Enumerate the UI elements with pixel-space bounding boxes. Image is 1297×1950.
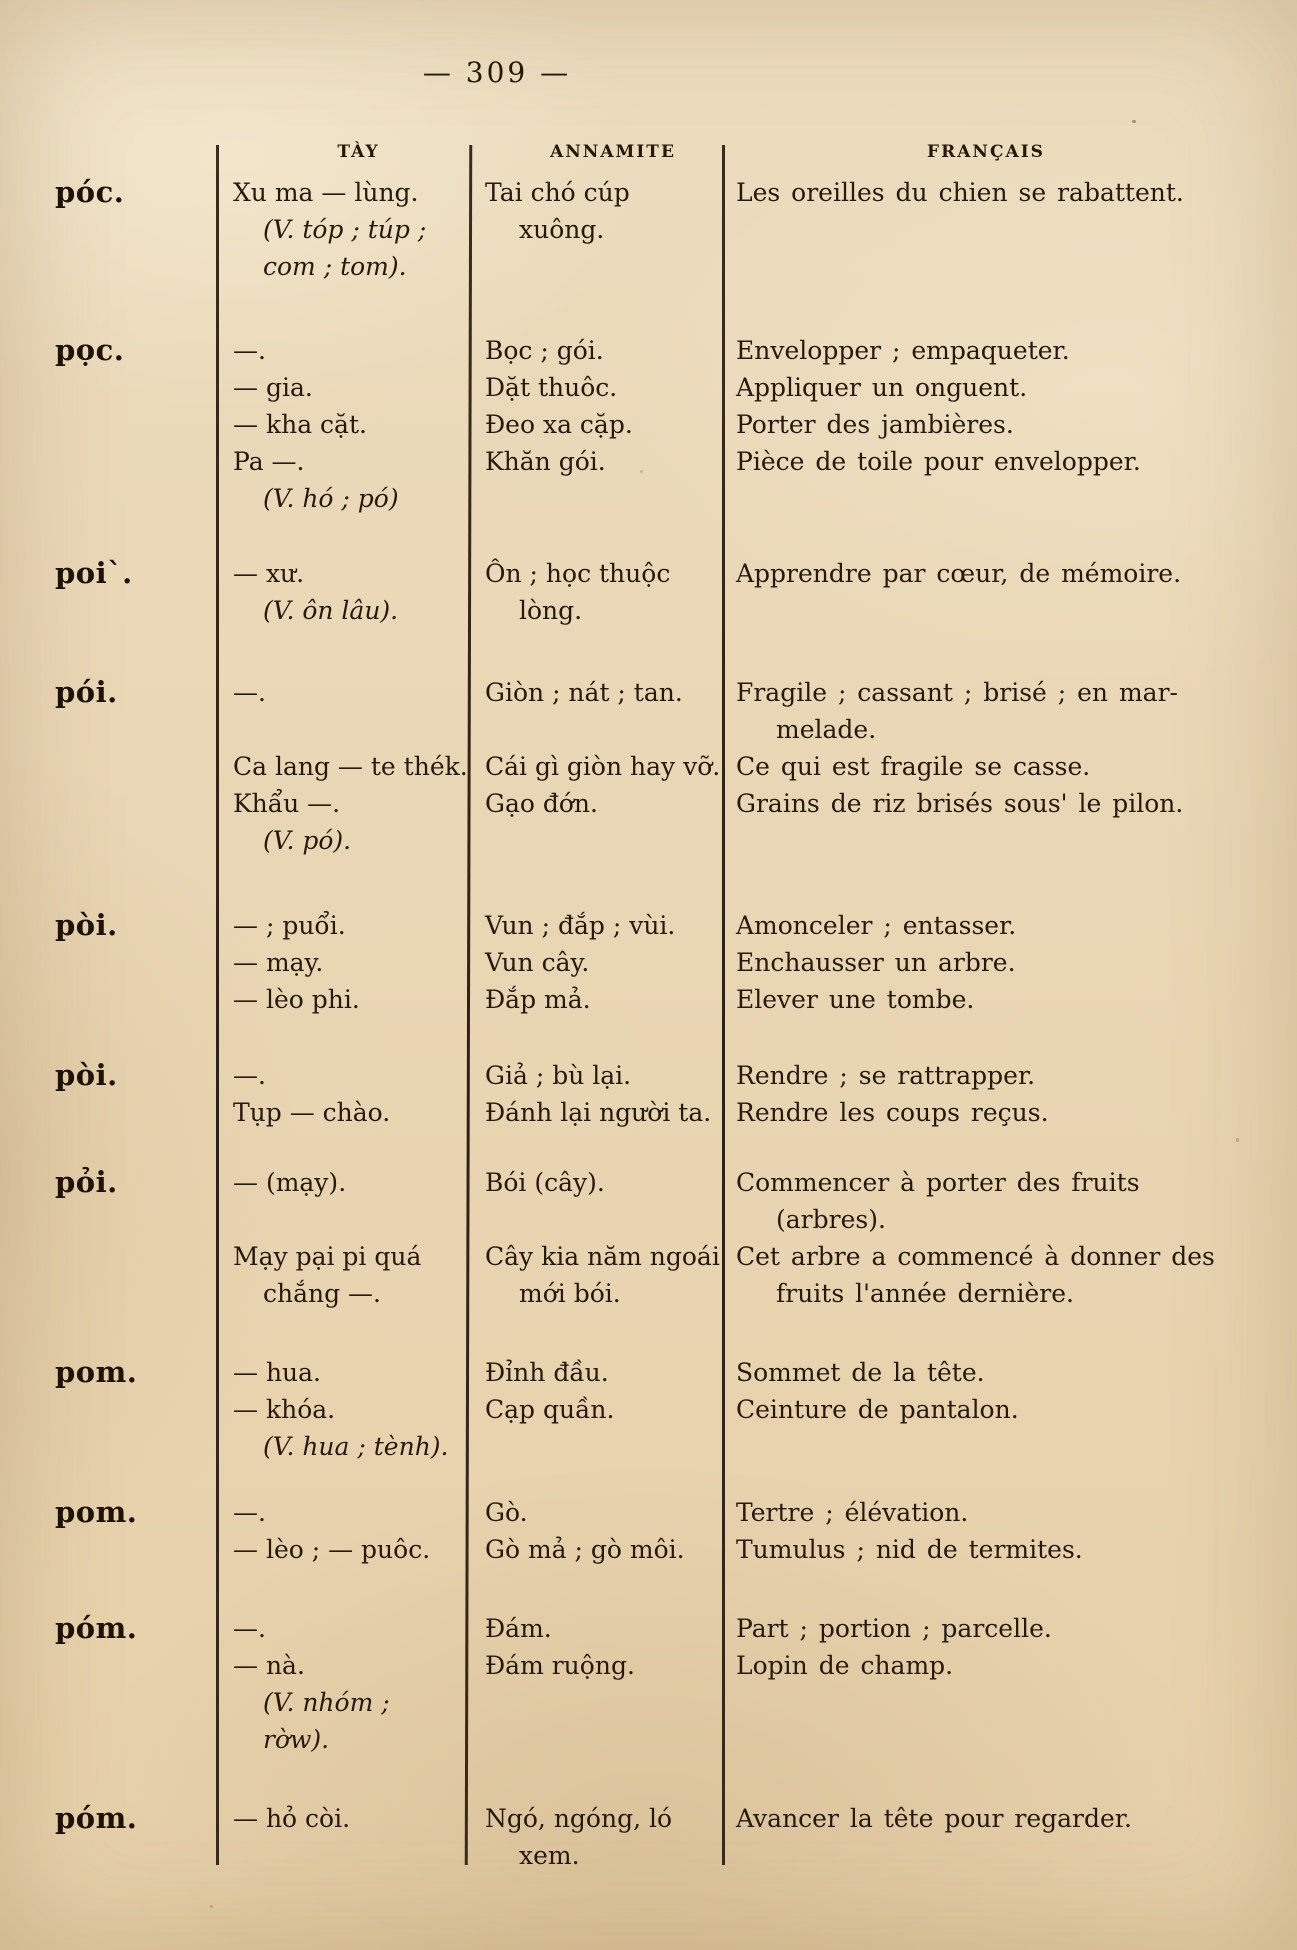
annamite-cell: xuông. xyxy=(519,215,605,244)
headword: póc. xyxy=(55,175,125,209)
annamite-cell: Gạo đớn. xyxy=(485,789,598,818)
annamite-cell: Cây kia năm ngoái xyxy=(485,1242,720,1271)
headword xyxy=(0,1275,217,1312)
entry-line xyxy=(0,1238,1297,1275)
tay-cell: —. xyxy=(233,678,266,707)
annamite-cell: Đám ruộng. xyxy=(485,1651,635,1680)
francais-cell xyxy=(724,1684,1297,1721)
francais-cell: Elever une tombe. xyxy=(736,985,975,1014)
annamite-cell xyxy=(468,1201,724,1238)
tay-cell: — xư. xyxy=(233,559,305,588)
entry-line xyxy=(0,1201,1297,1238)
dictionary-entry xyxy=(0,1164,1297,1312)
headword xyxy=(0,1238,217,1275)
entry-line xyxy=(0,211,1297,248)
francais-cell: Amonceler ; entasser. xyxy=(736,911,1017,940)
dictionary-entry xyxy=(0,555,1297,629)
headword: pọc. xyxy=(55,333,125,367)
francais-cell: Fragile ; cassant ; brisé ; en mar- xyxy=(736,678,1178,707)
annamite-cell: Ôn ; học thuộc xyxy=(485,559,671,588)
francais-cell: Apprendre par cœur, de mémoire. xyxy=(736,559,1182,588)
annamite-cell: Bọc ; gói. xyxy=(485,336,604,365)
annamite-cell: Ngó, ngóng, ló xyxy=(485,1804,673,1833)
tay-cell: (V. nhóm ; xyxy=(263,1688,390,1717)
annamite-cell xyxy=(468,1684,724,1721)
entry-line xyxy=(0,1610,1297,1647)
tay-cell: —. xyxy=(233,1498,266,1527)
annamite-cell: mới bói. xyxy=(519,1279,621,1308)
tay-cell: chắng —. xyxy=(263,1279,382,1308)
francais-cell xyxy=(724,822,1297,859)
headword xyxy=(0,592,217,629)
headword: póm. xyxy=(55,1801,138,1835)
tay-cell: — ; puổi. xyxy=(233,911,346,940)
tay-cell: — lèo phi. xyxy=(233,985,360,1014)
francais-cell xyxy=(724,1721,1297,1758)
francais-cell xyxy=(724,211,1297,248)
francais-cell: (arbres). xyxy=(776,1205,886,1234)
annamite-cell xyxy=(468,711,724,748)
tay-cell: —. xyxy=(233,1061,266,1090)
francais-cell: Rendre ; se rattrapper. xyxy=(736,1061,1036,1090)
tay-cell xyxy=(217,1201,468,1238)
francais-cell: Appliquer un onguent. xyxy=(736,373,1028,402)
francais-cell: Les oreilles du chien se rabattent. xyxy=(736,178,1184,207)
tay-cell: Mạy pại pi quá xyxy=(233,1242,422,1271)
annamite-cell: Đám. xyxy=(485,1614,552,1643)
entry-line xyxy=(0,1531,1297,1568)
francais-cell: Tertre ; élévation. xyxy=(736,1498,969,1527)
francais-cell xyxy=(724,1428,1297,1465)
francais-cell: Envelopper ; empaqueter. xyxy=(736,336,1070,365)
entry-line xyxy=(0,1428,1297,1465)
entry-line xyxy=(0,1354,1297,1391)
francais-cell: Tumulus ; nid de termites. xyxy=(736,1535,1083,1564)
headword: pói. xyxy=(55,675,118,709)
dictionary-entry xyxy=(0,1800,1297,1874)
headword xyxy=(0,785,217,822)
tay-cell: (V. tóp ; túp ; xyxy=(263,215,427,244)
annamite-cell: Đeo xa cặp. xyxy=(485,410,633,439)
tay-cell: Khẩu —. xyxy=(233,789,341,818)
annamite-cell: xem. xyxy=(519,1841,580,1870)
tay-cell: — khóa. xyxy=(233,1395,336,1424)
annamite-cell: Bói (cây). xyxy=(485,1168,605,1197)
tay-cell: — (mạy). xyxy=(233,1168,347,1197)
dictionary-entry xyxy=(0,1057,1297,1131)
dictionary-entry xyxy=(0,907,1297,1018)
tay-cell: Xu ma — lùng. xyxy=(233,178,419,207)
tay-cell: Ca lang — te thék. xyxy=(233,752,468,781)
paper-speck xyxy=(210,1905,213,1908)
dictionary-entry xyxy=(0,332,1297,517)
annamite-cell: lòng. xyxy=(519,596,583,625)
tay-cell: com ; tom). xyxy=(263,252,407,281)
annamite-cell: Đánh lại người ta. xyxy=(485,1098,712,1127)
entry-line xyxy=(0,1721,1297,1758)
tay-cell: Pa —. xyxy=(233,447,305,476)
entry-line xyxy=(0,592,1297,629)
entry-line xyxy=(0,1684,1297,1721)
entry-line xyxy=(0,1647,1297,1684)
annamite-cell xyxy=(468,1721,724,1758)
headword: poiˋ. xyxy=(55,556,133,590)
headword xyxy=(0,981,217,1018)
francais-cell: Cet arbre a commencé à donner des xyxy=(736,1242,1215,1271)
tay-cell: (V. ôn lâu). xyxy=(263,596,399,625)
headword: pòi. xyxy=(55,1058,118,1092)
headword xyxy=(0,248,217,285)
annamite-cell: Đắp mả. xyxy=(485,985,591,1014)
entry-line xyxy=(0,1837,1297,1874)
headword xyxy=(0,748,217,785)
entry-line xyxy=(0,555,1297,592)
paper-speck xyxy=(1132,120,1136,123)
headword: pỏi. xyxy=(55,1165,118,1199)
paper-speck xyxy=(1236,1138,1239,1142)
annamite-cell: Khăn gói. xyxy=(485,447,606,476)
entry-line xyxy=(0,1494,1297,1531)
francais-cell: Lopin de champ. xyxy=(736,1651,954,1680)
francais-cell xyxy=(724,248,1297,285)
entry-line xyxy=(0,748,1297,785)
annamite-cell xyxy=(468,1428,724,1465)
column-header-tay: TÀY xyxy=(337,142,380,162)
annamite-cell: Dặt thuôc. xyxy=(485,373,618,402)
dictionary-entry xyxy=(0,174,1297,285)
tay-cell: (V. hó ; pó) xyxy=(263,484,399,513)
tay-cell: rờw). xyxy=(263,1725,330,1754)
tay-cell: — mạy. xyxy=(233,948,324,977)
entry-line xyxy=(0,822,1297,859)
headword xyxy=(0,1531,217,1568)
francais-cell: melade. xyxy=(776,715,877,744)
headword: pom. xyxy=(55,1495,138,1529)
entry-line xyxy=(0,248,1297,285)
headword xyxy=(0,480,217,517)
entry-line xyxy=(0,981,1297,1018)
annamite-cell xyxy=(468,822,724,859)
headword xyxy=(0,369,217,406)
entry-line xyxy=(0,1164,1297,1201)
annamite-cell: Cái gì giòn hay vỡ. xyxy=(485,752,721,781)
entry-line xyxy=(0,332,1297,369)
annamite-cell: Giòn ; nát ; tan. xyxy=(485,678,683,707)
annamite-cell: Đỉnh đầu. xyxy=(485,1358,609,1387)
tay-cell: —. xyxy=(233,336,266,365)
francais-cell: Ce qui est fragile se casse. xyxy=(736,752,1091,781)
headword: póm. xyxy=(55,1611,138,1645)
headword xyxy=(0,443,217,480)
annamite-cell: Vun ; đắp ; vùi. xyxy=(485,911,676,940)
dictionary-entry xyxy=(0,1494,1297,1568)
francais-cell: Commencer à porter des fruits xyxy=(736,1168,1140,1197)
entry-line xyxy=(0,674,1297,711)
entry-line xyxy=(0,480,1297,517)
headword xyxy=(0,1201,217,1238)
annamite-cell xyxy=(468,248,724,285)
headword xyxy=(0,944,217,981)
entry-line xyxy=(0,1391,1297,1428)
entry-line xyxy=(0,174,1297,211)
headword xyxy=(0,1721,217,1758)
column-header-annamite: ANNAMITE xyxy=(550,142,676,162)
entry-line xyxy=(0,1275,1297,1312)
tay-cell: (V. hua ; tènh). xyxy=(263,1432,449,1461)
column-header-francais: FRANÇAIS xyxy=(927,142,1045,162)
headword: pom. xyxy=(55,1355,138,1389)
francais-cell: Avancer la tête pour regarder. xyxy=(736,1804,1132,1833)
dictionary-entry xyxy=(0,1354,1297,1465)
entry-line xyxy=(0,406,1297,443)
francais-cell: Part ; portion ; parcelle. xyxy=(736,1614,1052,1643)
tay-cell: —. xyxy=(233,1614,266,1643)
headword xyxy=(0,1094,217,1131)
headword xyxy=(0,1428,217,1465)
headword xyxy=(0,1684,217,1721)
headword xyxy=(0,1837,217,1874)
francais-cell: Sommet de la tête. xyxy=(736,1358,985,1387)
page-number: — 309 — xyxy=(422,56,572,89)
francais-cell: Enchausser un arbre. xyxy=(736,948,1016,977)
tay-cell xyxy=(217,711,468,748)
headword xyxy=(0,211,217,248)
francais-cell xyxy=(724,592,1297,629)
tay-cell: Tụp — chào. xyxy=(233,1098,391,1127)
annamite-cell: Gò. xyxy=(485,1498,528,1527)
headword xyxy=(0,822,217,859)
tay-cell: — gia. xyxy=(233,373,313,402)
headword xyxy=(0,406,217,443)
annamite-cell: Giả ; bù lại. xyxy=(485,1061,632,1090)
entry-line xyxy=(0,711,1297,748)
entry-line xyxy=(0,443,1297,480)
francais-cell: fruits l'année dernière. xyxy=(776,1279,1074,1308)
annamite-cell: Gò mả ; gò môi. xyxy=(485,1535,685,1564)
entry-line xyxy=(0,785,1297,822)
entry-line xyxy=(0,1057,1297,1094)
annamite-cell: Vun cây. xyxy=(485,948,590,977)
headword xyxy=(0,1647,217,1684)
annamite-cell: Tai chó cúp xyxy=(485,178,630,207)
francais-cell: Porter des jambières. xyxy=(736,410,1014,439)
tay-cell xyxy=(217,1837,468,1874)
headword xyxy=(0,1391,217,1428)
entry-line xyxy=(0,1800,1297,1837)
entry-line xyxy=(0,944,1297,981)
francais-cell xyxy=(724,1837,1297,1874)
annamite-cell: Cạp quần. xyxy=(485,1395,615,1424)
dictionary-entry xyxy=(0,1610,1297,1758)
tay-cell: — hỏ còi. xyxy=(233,1804,351,1833)
headword: pòi. xyxy=(55,908,118,942)
francais-cell: Grains de riz brisés sous' le pilon. xyxy=(736,789,1184,818)
tay-cell: — lèo ; — puôc. xyxy=(233,1535,431,1564)
tay-cell: (V. pó). xyxy=(263,826,352,855)
francais-cell xyxy=(724,480,1297,517)
tay-cell: — hua. xyxy=(233,1358,322,1387)
entry-line xyxy=(0,1094,1297,1131)
tay-cell: — kha cặt. xyxy=(233,410,367,439)
paper-speck xyxy=(640,470,643,473)
francais-cell: Pièce de toile pour envelopper. xyxy=(736,447,1141,476)
entry-line xyxy=(0,907,1297,944)
entry-line xyxy=(0,369,1297,406)
annamite-cell xyxy=(468,480,724,517)
headword xyxy=(0,711,217,748)
tay-cell: — nà. xyxy=(233,1651,305,1680)
dictionary-entry xyxy=(0,674,1297,859)
francais-cell: Ceinture de pantalon. xyxy=(736,1395,1019,1424)
francais-cell: Rendre les coups reçus. xyxy=(736,1098,1049,1127)
